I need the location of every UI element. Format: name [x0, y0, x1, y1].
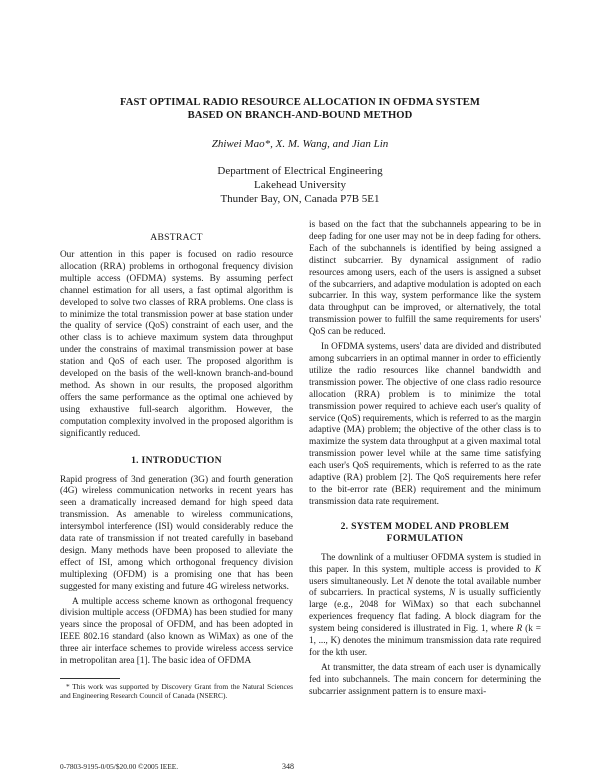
system-model-paragraph-2: At transmitter, the data stream of each user is dynamically fed into subchannels. The main concern for determining the subcarrier assignment pattern is to ensure maxi-: [309, 662, 541, 697]
system-model-heading-line-2: FORMULATION: [386, 532, 464, 544]
system-model-text-b: users simultaneously. Let: [309, 576, 404, 587]
paper-title: [0, 96, 600, 122]
introduction-paragraph-1: Rapid progress of 3nd generation (3G) and fourth generation (4G) wireless communication networks in recent years has seen a dramatically increased demand for high speed data transmission. As amenable to wireless communications, intersymbol interference (ISI) would considerably reduce the data rate of transmission if not treated carefully in baseband design. Many methods have been proposed to alleviate the effect of ISI, among which orthogonal frequency division multiplexing (OFDM) is a promising one that has been suggested for many existing and future 4G wireless networks.: [60, 474, 293, 592]
introduction-paragraph-3: In OFDMA systems, users' data are divided and distributed among subcarriers in an optimal manner in order to efficiently utilize the radio resources like channel bandwidth and transmission power. The objective of one class radio resource allocation (RRA) problem is to minimize the total transmission power required to achieve each user's quality of service (QoS) requirements, which is referred to as the margin adaptive (MA) problem; the objective of the other class is to maximize the system data throughput at a given maximal total transmission power level while at the same time satisfying each user's QoS requirements, which is referred to as the rate adaptive (RA) problem [2]. The QoS requirements here refer to the bit-error rate (BER) requirement and the minimum transmission data rate requirement.: [309, 342, 541, 507]
right-column: [309, 220, 541, 699]
introduction-heading: 1. INTRODUCTION: [131, 454, 222, 466]
authors: Zhiwei Mao*, X. M. Wang, and Jian Lin: [211, 138, 389, 150]
affiliation-university: Lakehead University: [254, 179, 346, 191]
system-model-text-c: denote the total available number of subcarriers. In practical systems,: [309, 576, 542, 599]
abstract-text: Our attention in this paper is focused on radio resource allocation (RRA) problems in orthogonal frequency division multiple access (OFDMA) systems. By assuming perfect channel estimation for all users, a fast optimal algorithm is developed to solve two classes of RRA problems. One class is to minimize the total transmission power at base station under the quality of service (QoS) constraint of each user, and the other class is to achieve maximum system data throughput under the constrains of maximal transmission power at base station and QoS of each user. The proposed algorithm is developed on the basis of the well-known branch-and-bound method. As shown in our results, the proposed algorithm offers the same performance as the optimal one achieved by using exhaustive full-search algorithm. However, the computation complexity involved in the proposed algorithm is significantly reduced.: [60, 250, 293, 439]
symbol-n: N: [406, 576, 413, 587]
abstract-heading: ABSTRACT: [150, 232, 203, 243]
introduction-paragraph-2: A multiple access scheme known as orthogonal frequency division multiple access (OFDMA) has been studied for many years since the proposal of OFDM, and has been adopted in IEEE 802.16 standard (also known as WiMax) as one of the three air interface schemes to provide wireless access service in metropolitan area [1]. The basic idea of OFDMA: [60, 596, 293, 667]
system-model-paragraph-1: [309, 553, 541, 660]
footnote: * This work was supported by Discovery Grant from the Natural Sciences and Engineering Research Council of Canada (NSERC).: [60, 682, 293, 700]
introduction-paragraph-continued: is based on the fact that the subchannels appearing to be in deep fading for one user may not be in deep fading for others. Each of the subchannels is identified by being assigned a distinct subcarrier. By dynamical assignment of radio resources among users, each of the users is assigned a subset of the subcarriers, and adaptive modulation is adopted on each subcarrier. In this way, system performance like the system data throughput can be improved, or alternatively, the total transmission power to fulfill the same requirements for users' QoS can be reduced.: [309, 220, 541, 338]
footnote-rule: [60, 678, 120, 679]
symbol-k: K: [534, 564, 542, 575]
symbol-n-2: N: [449, 588, 456, 599]
system-model-heading-line-1: 2. SYSTEM MODEL AND PROBLEM: [340, 520, 510, 532]
system-model-text-a: The downlink of a multiuser OFDMA system is studied in this paper. In this system, multiple access is provided to: [309, 552, 541, 575]
page-number: 348: [282, 762, 294, 771]
copyright-footer: 0-7803-9195-0/05/$20.00 ©2005 IEEE.: [60, 762, 179, 771]
affiliation: [0, 164, 600, 206]
left-column: [60, 232, 293, 700]
symbol-rk: R: [516, 624, 523, 635]
system-model-text-e: (k = 1, ..., K) denotes the minimum transmission data rate required for the kth user.: [309, 624, 542, 658]
title-line-1: FAST OPTIMAL RADIO RESOURCE ALLOCATION IN OFDMA SYSTEM: [119, 97, 481, 108]
system-model-text-d: is usually sufficiently large (e.g., 2048 for WiMax) so that each subchannel experiences frequency flat fading. A block diagram for the system being considered is illustrated in Fig. 1, where: [309, 588, 541, 635]
affiliation-address: Thunder Bay, ON, Canada P7B 5E1: [220, 193, 380, 205]
affiliation-department: Department of Electrical Engineering: [217, 165, 383, 177]
title-line-2: BASED ON BRANCH-AND-BOUND METHOD: [187, 110, 413, 121]
